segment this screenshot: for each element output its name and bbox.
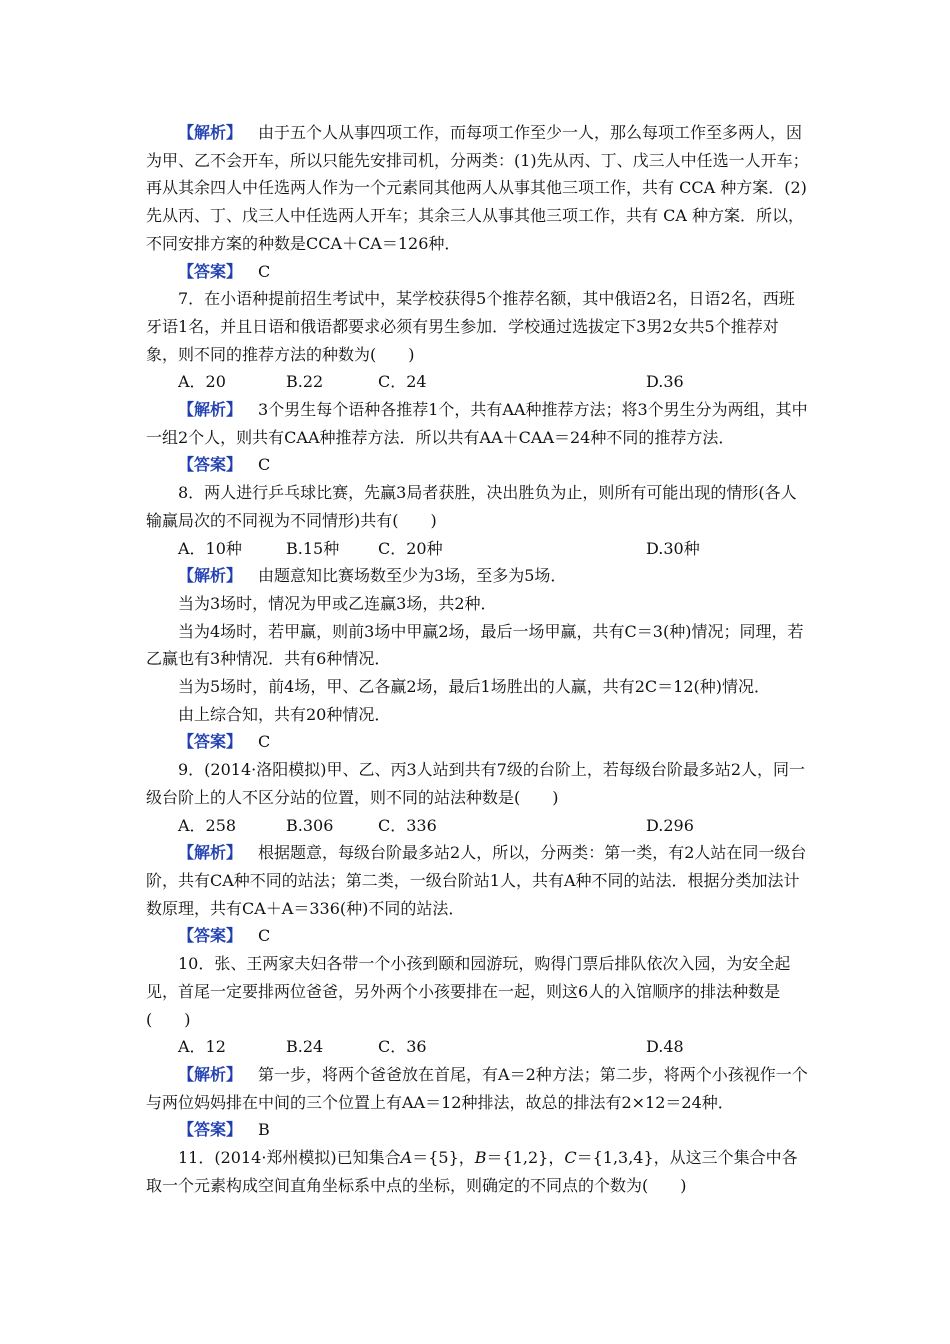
answer-label: 【答案】 bbox=[178, 732, 243, 752]
option-d: D.30种 bbox=[646, 538, 700, 558]
question-8 bbox=[146, 479, 810, 756]
answer-value: C bbox=[258, 926, 271, 946]
option-b: B.24 bbox=[286, 1037, 324, 1057]
question-10 bbox=[146, 950, 810, 1144]
options-row bbox=[146, 368, 810, 396]
set-c-value-and-question: ＝{1,3,4}，从这三个集合中各取一个元素构成空间直角坐标系中点的坐标，则确定的不同点的个数为( ) bbox=[146, 1148, 798, 1195]
analysis-label: 【解析】 bbox=[178, 566, 243, 586]
set-c-symbol: C bbox=[564, 1148, 577, 1168]
analysis-line: 由上综合知，共有20种情况． bbox=[178, 704, 391, 724]
answer-value: C bbox=[258, 455, 271, 475]
option-c: C．336 bbox=[378, 815, 437, 835]
question-prefix: 11．(2014·郑州模拟)已知集合 bbox=[178, 1148, 401, 1168]
answer-label: 【答案】 bbox=[178, 1120, 243, 1140]
analysis-paragraph bbox=[146, 562, 810, 590]
analysis-line: 当为3场时，情况为甲或乙连赢3场，共2种． bbox=[178, 593, 497, 613]
options-row bbox=[146, 1033, 810, 1061]
analysis-label: 【解析】 bbox=[178, 843, 243, 863]
option-b: B.15种 bbox=[286, 538, 340, 558]
analysis-paragraph bbox=[146, 119, 810, 258]
analysis-paragraph bbox=[146, 1061, 810, 1116]
answer-value: B bbox=[258, 1120, 270, 1140]
solution-block-6 bbox=[146, 119, 810, 285]
option-d: D.36 bbox=[646, 372, 684, 392]
analysis-label: 【解析】 bbox=[178, 1064, 243, 1084]
question-text bbox=[146, 1144, 810, 1199]
option-a: A．20 bbox=[178, 372, 226, 392]
answer-paragraph bbox=[146, 451, 810, 479]
set-b-value: ＝{1,2}， bbox=[486, 1148, 565, 1168]
question-text: 8．两人进行乒乓球比赛，先赢3局者获胜，决出胜负为止，则所有可能出现的情形(各人输赢局次的不同视为不同情形)共有( ) bbox=[146, 483, 797, 530]
answer-paragraph bbox=[146, 258, 810, 286]
answer-paragraph bbox=[146, 922, 810, 950]
analysis-text: 根据题意，每级台阶最多站2人，所以，分两类：第一类，有2人站在同一级台阶，共有CA种不同的站法；第二类，一级台阶站1人，共有A种不同的站法．根据分类加法计数原理，共有CA＋A＝336(种)不同的站法． bbox=[146, 843, 807, 918]
set-a-value: ＝{5}， bbox=[412, 1148, 475, 1168]
answer-label: 【答案】 bbox=[178, 261, 243, 281]
question-text: 9．(2014·洛阳模拟)甲、乙、丙3人站到共有7级的台阶上，若每级台阶最多站2人，同一级台阶上的人不区分站的位置，则不同的站法种数是( ) bbox=[146, 760, 806, 807]
set-a-symbol: A bbox=[400, 1148, 413, 1168]
analysis-line: 当为5场时，前4场，甲、乙各赢2场，最后1场胜出的人赢，共有2C＝12(种)情况． bbox=[178, 677, 770, 697]
option-c: C．20种 bbox=[378, 538, 443, 558]
analysis-text: 第一步，将两个爸爸放在首尾，有A＝2种方法；第二步，将两个小孩视作一个与两位妈妈排在中间的三个位置上有AA＝12种排法，故总的排法有2×12＝24种． bbox=[146, 1064, 808, 1112]
option-c: C．24 bbox=[378, 372, 427, 392]
analysis-line: 当为4场时，若甲赢，则前3场中甲赢2场，最后一场甲赢，共有C＝3(种)情况；同理，若乙赢也有3种情况．共有6种情况． bbox=[146, 621, 804, 669]
option-a: A．10种 bbox=[178, 538, 242, 558]
option-d: D.48 bbox=[646, 1037, 684, 1057]
answer-paragraph bbox=[146, 728, 810, 756]
answer-paragraph bbox=[146, 1116, 810, 1144]
answer-label: 【答案】 bbox=[178, 926, 243, 946]
answer-value: C bbox=[258, 732, 271, 752]
set-b-symbol: B bbox=[474, 1148, 487, 1168]
analysis-text: 由于五个人从事四项工作，而每项工作至少一人，那么每项工作至多两人，因为甲、乙不会开车，所以只能先安排司机，分两类：(1)先从丙、丁、戊三人中任选一人开车；再从其余四人中任选两人作为一个元素同其他两人从事其他三项工作，共有 CCA 种方案．(2)先从丙、丁、戊三人中任选两人开车；其余三人从事其他三项工作，共有 CA 种方案．所以，不同安排方案的种数是CCA＋CA＝126种． bbox=[146, 123, 809, 253]
question-9 bbox=[146, 756, 810, 950]
options-row bbox=[146, 812, 810, 840]
question-text: 7．在小语种提前招生考试中，某学校获得5个推荐名额，其中俄语2名，日语2名，西班牙语1名，并且日语和俄语都要求必须有男生参加．学校通过选拔定下3男2女共5个推荐对象，则不同的推荐方法的种数为( ) bbox=[146, 289, 795, 364]
option-a: A．12 bbox=[178, 1037, 226, 1057]
option-b: B.306 bbox=[286, 815, 334, 835]
option-b: B.22 bbox=[286, 372, 324, 392]
question-7 bbox=[146, 285, 810, 479]
analysis-text: 3个男生每个语种各推荐1个，共有AA种推荐方法；将3个男生分为两组，其中一组2个人，则共有CAA种推荐方法．所以共有AA＋CAA＝24种不同的推荐方法． bbox=[146, 400, 808, 447]
answer-value: C bbox=[258, 261, 271, 281]
analysis-text: 由题意知比赛场数至少为3场，至多为5场． bbox=[258, 566, 567, 586]
options-row bbox=[146, 535, 810, 563]
option-a: A．258 bbox=[178, 815, 237, 835]
analysis-label: 【解析】 bbox=[178, 400, 243, 420]
question-11 bbox=[146, 1144, 810, 1199]
option-c: C．36 bbox=[378, 1037, 427, 1057]
option-d: D.296 bbox=[646, 815, 694, 835]
document-content bbox=[146, 119, 810, 1199]
analysis-paragraph bbox=[146, 396, 810, 451]
analysis-label: 【解析】 bbox=[178, 123, 243, 142]
answer-label: 【答案】 bbox=[178, 455, 243, 475]
analysis-paragraph bbox=[146, 839, 810, 922]
question-text: 10．张、王两家夫妇各带一个小孩到颐和园游玩，购得门票后排队依次入园，为安全起见，首尾一定要排两位爸爸，另外两个小孩要排在一起，则这6人的入馆顺序的排法种数是( ) bbox=[146, 954, 791, 1029]
